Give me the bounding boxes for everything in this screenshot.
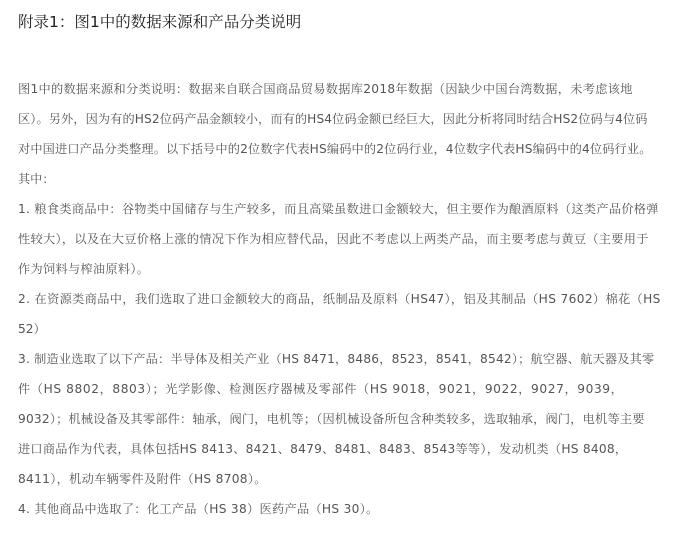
body-line: 2. 在资源类商品中，我们选取了进口金额较大的商品，纸制品及原料（HS47），铝及其制品（HS 7602）棉花（HS: [18, 292, 661, 306]
body-line: 性较大），以及在大豆价格上涨的情况下作为相应替代品，因此不考虑以上两类产品，而主要考虑与黄豆（主要用于: [18, 232, 649, 246]
body-line: 进口商品作为代表，具体包括HS 8413、8421、8479、8481、8483、8543等等），发动机类（HS 8408，: [18, 442, 628, 456]
body-line: 1. 粮食类商品中：谷物类中国储存与生产较多，而且高粱虽数进口金额较大，但主要作为酿酒原料（这类产品价格弹: [18, 202, 659, 216]
body-line: 其中：: [18, 172, 55, 186]
page-title: 附录1：图1中的数据来源和产品分类说明: [18, 13, 302, 31]
body-line: 52）: [18, 322, 46, 336]
body-line: 8411），机动车辆零件及附件（HS 8708）。: [18, 472, 267, 486]
body-line: 图1中的数据来源和分类说明：数据来自联合国商品贸易数据库2018年数据（因缺少中国台湾数据，未考虑该地: [18, 82, 633, 96]
body-line: 作为饲料与榨油原料）。: [18, 262, 150, 276]
body-line: 区）。另外，因为有的HS2位码产品金额较小，而有的HS4位码金额已经巨大，因此分析将同时结合HS2位码与4位码: [18, 112, 648, 126]
body-line: 4. 其他商品中选取了：化工产品（HS 38）医药产品（HS 30）。: [18, 502, 379, 516]
body-line: 件（HS 8802，8803）；光学影像、检测医疗器械及零部件（HS 9018，9021，9022，9027，9039，: [18, 382, 624, 396]
body-line: 9032）；机械设备及其零部件：轴承，阀门，电机等；（因机械设备所包含种类较多，选取轴承，阀门，电机等主要: [18, 412, 645, 426]
body-line: 对中国进口产品分类整理。以下括号中的2位数字代表HS编码中的2位码行业，4位数字代表HS编码中的4位码行业。: [18, 142, 652, 156]
body-line: 3. 制造业选取了以下产品：半导体及相关产业（HS 8471，8486，8523，8541，8542）；航空器、航天器及其零: [18, 352, 655, 366]
